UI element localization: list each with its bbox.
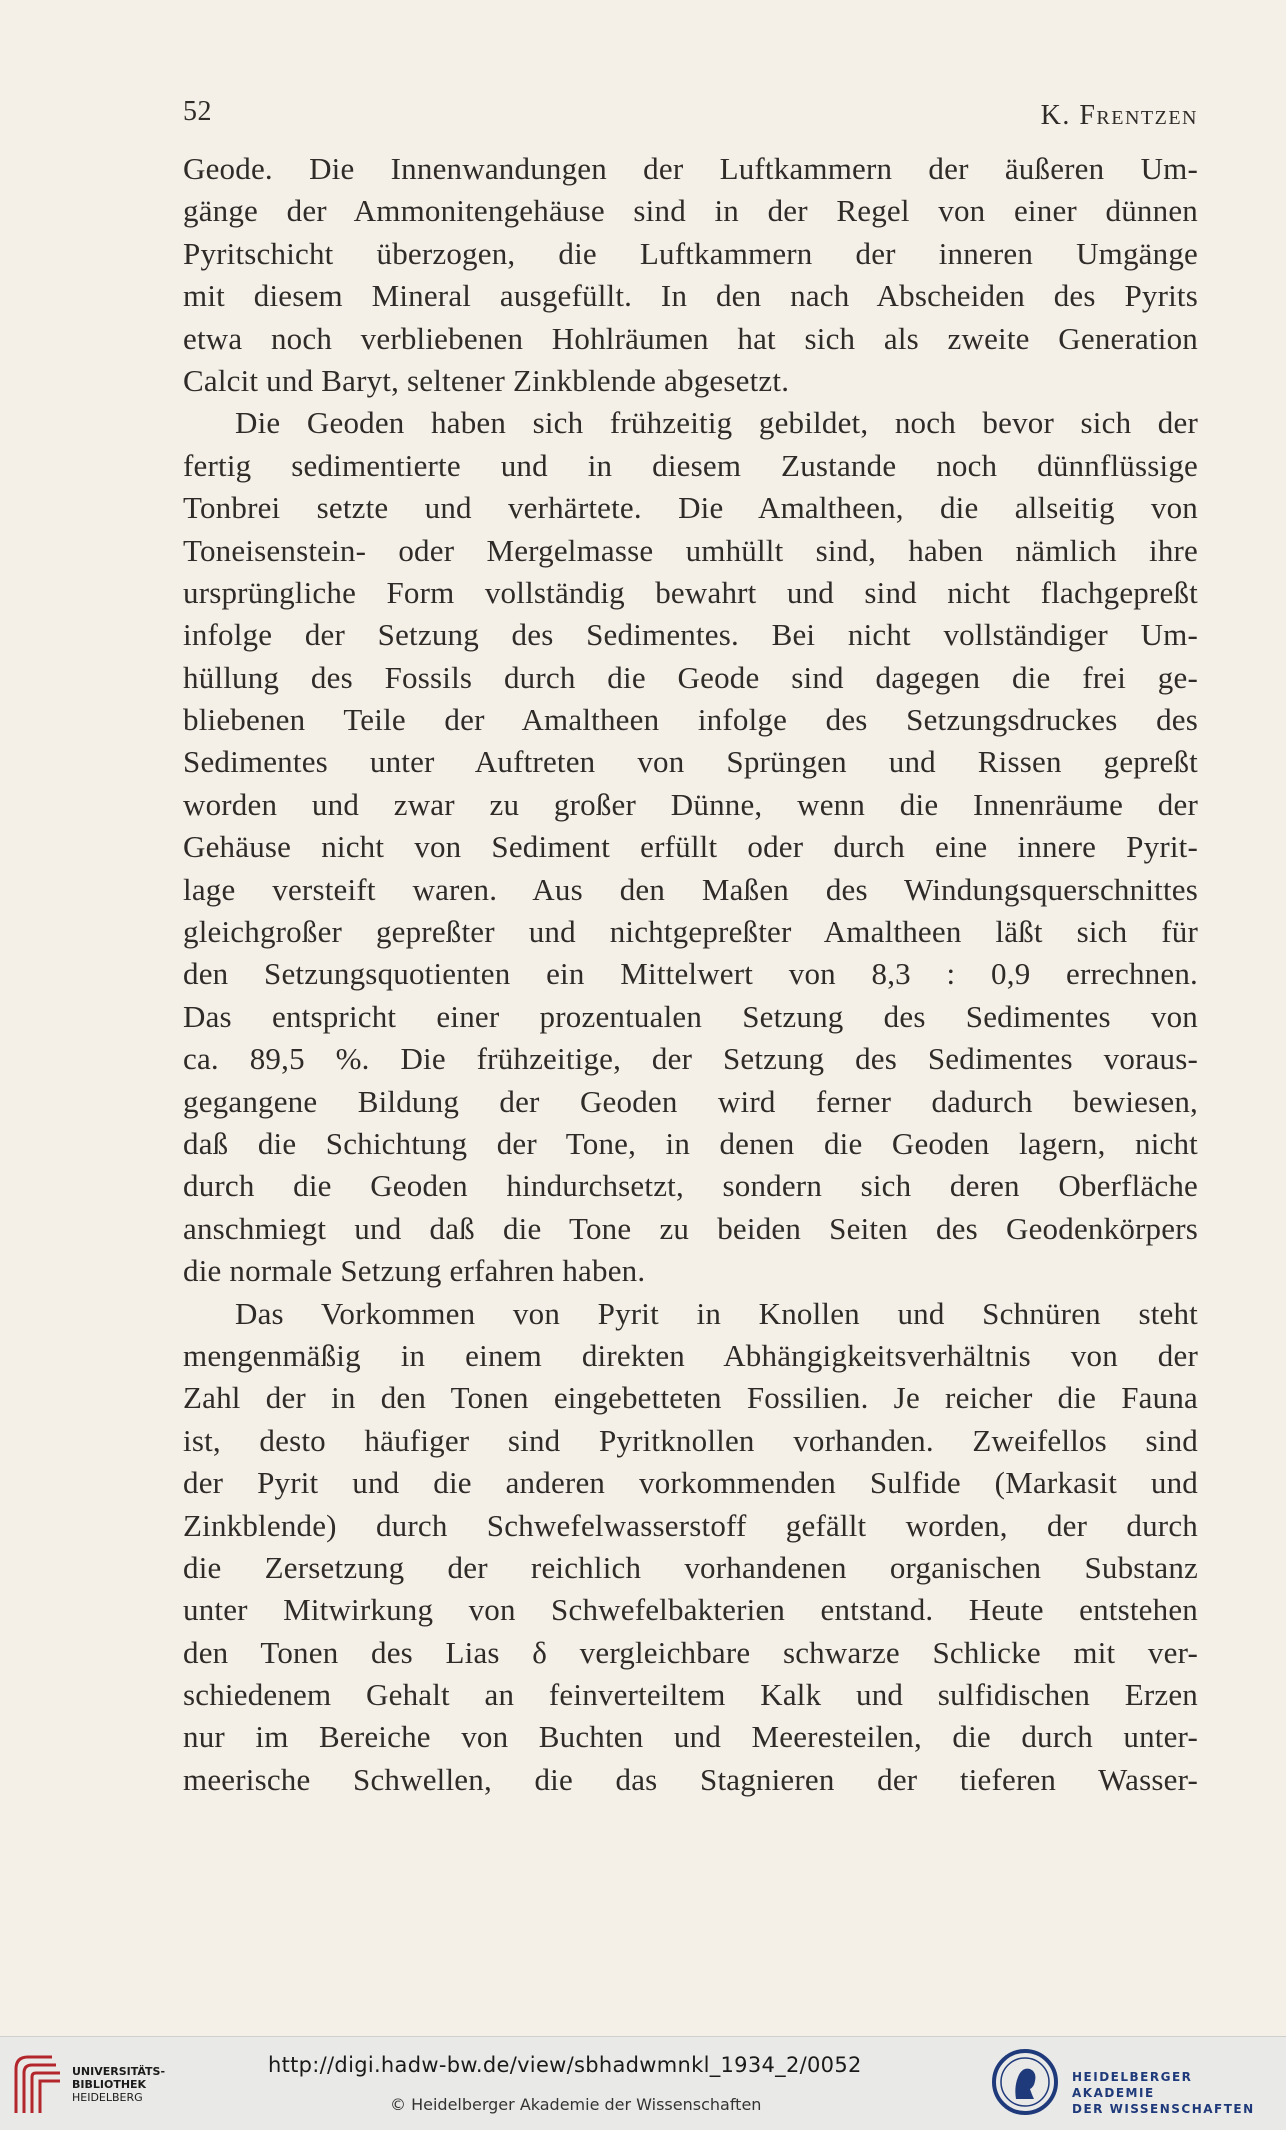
text-line: Zinkblende) durch Schwefelwasserstoff gefällt worden, der durch [183,1507,1198,1543]
ub-logo-line: HEIDELBERG [72,2091,143,2104]
text-line: den Setzungsquotienten ein Mittelwert von 8,3 : 0,9 errechnen. [183,956,1198,992]
text-line: ursprüngliche Form vollständig bewahrt und sind nicht flachgepreßt [183,574,1198,610]
text-line: Zahl der in den Tonen eingebetteten Fossilien. Je reicher die Fauna [183,1380,1198,1416]
text-line: lage versteift waren. Aus den Maßen des Windungsquerschnittes [183,871,1198,907]
academy-logo-line: HEIDELBERGER AKADEMIE [1072,2070,1193,2100]
text-line: schiedenem Gehalt an feinverteiltem Kalk und sulfidischen Erzen [183,1677,1198,1713]
text-line: fertig sedimentierte und in diesem Zustande noch dünnflüssige [183,447,1198,483]
academy-logo[interactable] [990,2047,1280,2121]
text-line: die normale Setzung erfahren haben. [183,1253,646,1289]
academy-logo-line: DER WISSENSCHAFTEN [1072,2102,1255,2116]
text-line: ist, desto häufiger sind Pyritknollen vorhanden. Zweifellos sind [183,1422,1198,1458]
text-line: meerische Schwellen, die das Stagnieren der tieferen Wasser- [183,1761,1198,1797]
text-line: unter Mitwirkung von Schwefelbakterien entstand. Heute entstehen [183,1592,1198,1628]
ub-logo-line: BIBLIOTHEK [72,2078,147,2091]
viewer-footer [0,2036,1286,2130]
ub-logo-text [72,2065,165,2104]
text-line: der Pyrit und die anderen vorkommenden Sulfide (Markasit und [183,1465,1198,1501]
text-line: durch die Geoden hindurchsetzt, sondern sich deren Oberfläche [183,1168,1198,1204]
academy-seal-icon [990,2047,1060,2117]
text-line: den Tonen des Lias δ vergleichbare schwarze Schlicke mit ver- [183,1634,1198,1670]
permalink-url[interactable]: http://digi.hadw-bw.de/view/sbhadwmnkl_1934_2/0052 [268,2053,862,2077]
text-line: Gehäuse nicht von Sediment erfüllt oder durch eine innere Pyrit- [183,829,1198,865]
text-line: etwa noch verbliebenen Hohlräumen hat sich als zweite Generation [183,320,1198,356]
text-line: gleichgroßer gepreßter und nichtgepreßter Amaltheen läßt sich für [183,914,1198,950]
text-line: Das Vorkommen von Pyrit in Knollen und Schnüren steht [235,1295,1198,1331]
university-library-logo[interactable] [12,2051,172,2117]
body-text [183,148,1198,1801]
text-line: Toneisenstein- oder Mergelmasse umhüllt sind, haben nämlich ihre [183,532,1198,568]
text-line: infolge der Setzung des Sedimentes. Bei nicht vollständiger Um- [183,617,1198,653]
text-line: Tonbrei setzte und verhärtete. Die Amaltheen, die allseitig von [183,490,1198,526]
text-line: daß die Schichtung der Tone, in denen die Geoden lagern, nicht [183,1125,1198,1161]
text-line: gänge der Ammonitengehäuse sind in der Regel von einer dünnen [183,193,1198,229]
page-number: 52 [183,96,212,127]
text-line: die Zersetzung der reichlich vorhandenen organischen Substanz [183,1549,1198,1585]
text-line: mengenmäßig in einem direkten Abhängigkeitsverhältnis von der [183,1337,1198,1373]
text-line: Sedimentes unter Auftreten von Sprüngen und Rissen gepreßt [183,744,1198,780]
text-line: nur im Bereiche von Buchten und Meeresteilen, die durch unter- [183,1719,1198,1755]
text-line: bliebenen Teile der Amaltheen infolge des Setzungsdruckes des [183,702,1198,738]
text-line: gegangene Bildung der Geoden wird ferner dadurch bewiesen, [183,1083,1198,1119]
text-line: hüllung des Fossils durch die Geode sind dagegen die frei ge- [183,659,1198,695]
text-line: ca. 89,5 %. Die frühzeitige, der Setzung des Sedimentes voraus- [183,1041,1198,1077]
page-header [183,96,1198,136]
text-line: Calcit und Baryt, seltener Zinkblende abgesetzt. [183,362,790,398]
text-line: worden und zwar zu großer Dünne, wenn die Innenräume der [183,786,1198,822]
academy-logo-text [1072,2069,1280,2117]
text-line: Das entspricht einer prozentualen Setzung des Sedimentes von [183,998,1198,1034]
running-head-author: K. Frentzen [1040,100,1198,131]
text-line: Die Geoden haben sich frühzeitig gebildet, noch bevor sich der [235,405,1198,441]
copyright-notice: © Heidelberger Akademie der Wissenschaften [390,2095,762,2114]
text-line: Pyritschicht überzogen, die Luftkammern der inneren Umgänge [183,235,1198,271]
text-line: anschmiegt und daß die Tone zu beiden Seiten des Geodenkörpers [183,1210,1198,1246]
text-line: mit diesem Mineral ausgefüllt. In den nach Abscheiden des Pyrits [183,278,1198,314]
ub-logo-line: UNIVERSITÄTS- [72,2065,166,2078]
text-line: Geode. Die Innenwandungen der Luftkammern der äußeren Um- [183,151,1198,186]
ub-logo-icon [12,2051,64,2117]
